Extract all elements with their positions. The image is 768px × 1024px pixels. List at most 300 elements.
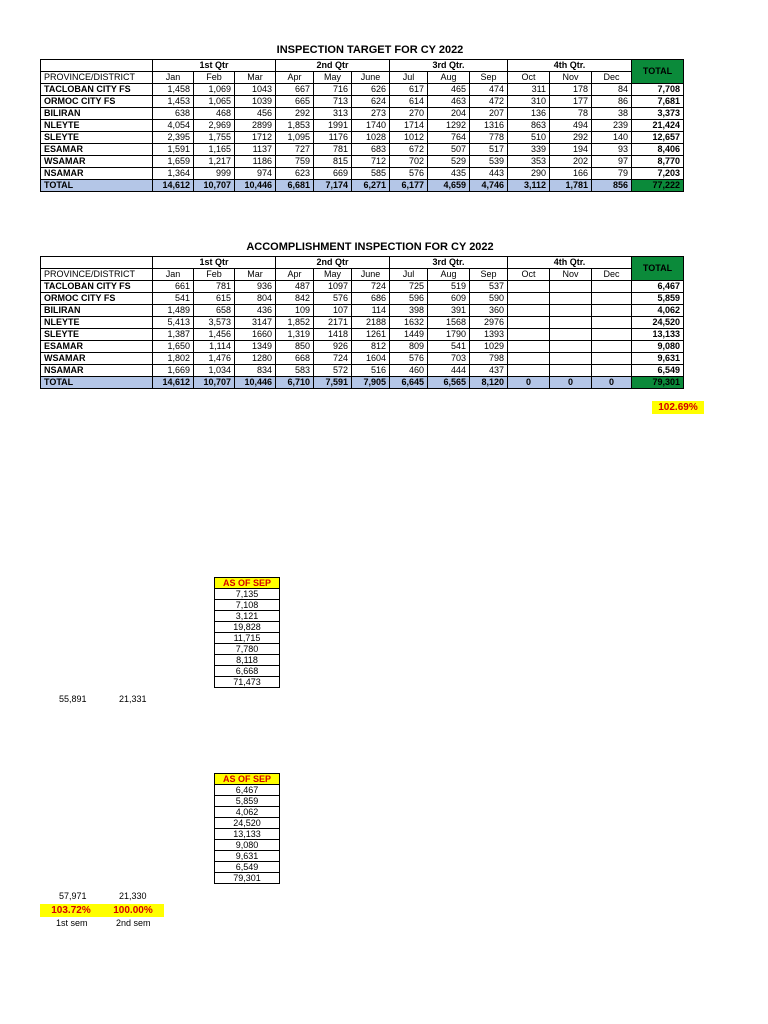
- cell: 474: [470, 84, 508, 96]
- cell: 84: [592, 84, 632, 96]
- month-header: Apr: [276, 72, 314, 84]
- as-of-sep-header: AS OF SEP: [215, 774, 280, 785]
- cell: 353: [508, 156, 550, 168]
- row-label: NSAMAR: [41, 365, 153, 377]
- cell: 290: [508, 168, 550, 180]
- month-header: June: [352, 269, 390, 281]
- cell: 703: [428, 353, 470, 365]
- list-item: [215, 785, 280, 796]
- cell: 436: [235, 305, 276, 317]
- row-label: ORMOC CITY FS: [41, 96, 153, 108]
- cell: 1712: [235, 132, 276, 144]
- list-item: [215, 840, 280, 851]
- quarter-header-row: [41, 257, 684, 269]
- cell: [592, 293, 632, 305]
- table-row: [41, 365, 684, 377]
- cell: [592, 365, 632, 377]
- cell: 519: [428, 281, 470, 293]
- cell: 177: [550, 96, 592, 108]
- list-value: 6,668: [215, 666, 280, 677]
- cell: 850: [276, 341, 314, 353]
- row-label: BILIRAN: [41, 108, 153, 120]
- row-total: 12,657: [632, 132, 684, 144]
- cell: 38: [592, 108, 632, 120]
- list-value: 11,715: [215, 633, 280, 644]
- accomplishment-table: [40, 256, 684, 389]
- row-label: WSAMAR: [41, 156, 153, 168]
- cell: 638: [153, 108, 194, 120]
- cell: 809: [390, 341, 428, 353]
- cell: 202: [550, 156, 592, 168]
- cell: 1632: [390, 317, 428, 329]
- sem-target-second: 21,331: [119, 694, 147, 704]
- cell: 804: [235, 293, 276, 305]
- cell: 815: [314, 156, 352, 168]
- row-label: TACLOBAN CITY FS: [41, 281, 153, 293]
- cell: 136: [508, 108, 550, 120]
- cell: 1186: [235, 156, 276, 168]
- cell: [550, 305, 592, 317]
- cell: 2899: [235, 120, 276, 132]
- cell: [550, 281, 592, 293]
- cell: 1316: [470, 120, 508, 132]
- month-header: Apr: [276, 269, 314, 281]
- cell: 10,707: [194, 180, 235, 192]
- cell: 764: [428, 132, 470, 144]
- cell: 712: [352, 156, 390, 168]
- list-value: 4,062: [215, 807, 280, 818]
- list-item: [215, 829, 280, 840]
- cell: 86: [592, 96, 632, 108]
- row-label: BILIRAN: [41, 305, 153, 317]
- month-header: May: [314, 269, 352, 281]
- target-table: [40, 59, 684, 192]
- accomplishment-total-row: [41, 377, 684, 389]
- list-value: 6,467: [215, 785, 280, 796]
- cell: 863: [508, 120, 550, 132]
- cell: 207: [470, 108, 508, 120]
- cell: 79: [592, 168, 632, 180]
- cell: [592, 353, 632, 365]
- cell: 1991: [314, 120, 352, 132]
- list-value: 24,520: [215, 818, 280, 829]
- cell: [550, 365, 592, 377]
- cell: 716: [314, 84, 352, 96]
- quarter-3-header: 3rd Qtr.: [390, 257, 508, 269]
- cell: 1176: [314, 132, 352, 144]
- as-of-sep-body-2: [215, 785, 280, 884]
- table-row: [41, 341, 684, 353]
- list-item: [215, 677, 280, 688]
- row-label: NSAMAR: [41, 168, 153, 180]
- cell: 1349: [235, 341, 276, 353]
- month-header: Feb: [194, 72, 235, 84]
- cell: 661: [153, 281, 194, 293]
- month-header: Jul: [390, 269, 428, 281]
- row-total: 6,549: [632, 365, 684, 377]
- month-header: Aug: [428, 269, 470, 281]
- cell: [550, 317, 592, 329]
- total-header: TOTAL: [632, 257, 684, 281]
- table-row: [41, 329, 684, 341]
- cell: 7,905: [352, 377, 390, 389]
- month-header-row: [41, 269, 684, 281]
- row-total: 13,133: [632, 329, 684, 341]
- row-label: TOTAL: [41, 180, 153, 192]
- cell: 667: [276, 84, 314, 96]
- row-total: 4,062: [632, 305, 684, 317]
- cell: 1,591: [153, 144, 194, 156]
- cell: 3,112: [508, 180, 550, 192]
- cell: 7,174: [314, 180, 352, 192]
- sem-accomplishment-first: 57,971: [59, 891, 87, 901]
- cell: 311: [508, 84, 550, 96]
- cell: 443: [470, 168, 508, 180]
- quarter-3-header: 3rd Qtr.: [390, 60, 508, 72]
- list-value: 8,118: [215, 655, 280, 666]
- cell: 507: [428, 144, 470, 156]
- cell: 6,710: [276, 377, 314, 389]
- sem-label-second: 2nd sem: [116, 918, 151, 928]
- cell: 725: [390, 281, 428, 293]
- province-district-header: PROVINCE/DISTRICT: [41, 269, 153, 281]
- row-total: 8,406: [632, 144, 684, 156]
- cell: 437: [470, 365, 508, 377]
- cell: 3,573: [194, 317, 235, 329]
- cell: 465: [428, 84, 470, 96]
- cell: 1,165: [194, 144, 235, 156]
- grand-total-cell: 79,301: [632, 377, 684, 389]
- month-header: May: [314, 72, 352, 84]
- cell: 494: [550, 120, 592, 132]
- table-row: [41, 305, 684, 317]
- cell: [550, 293, 592, 305]
- cell: 2171: [314, 317, 352, 329]
- cell: 468: [194, 108, 235, 120]
- cell: 6,177: [390, 180, 428, 192]
- cell: 398: [390, 305, 428, 317]
- cell: 1043: [235, 84, 276, 96]
- quarter-1-header: 1st Qtr: [153, 257, 276, 269]
- cell: 313: [314, 108, 352, 120]
- table-row: [41, 144, 684, 156]
- list-item: [215, 655, 280, 666]
- quarter-1-header: 1st Qtr: [153, 60, 276, 72]
- cell: 1,458: [153, 84, 194, 96]
- list-value: 71,473: [215, 677, 280, 688]
- list-value: 9,080: [215, 840, 280, 851]
- cell: 1,659: [153, 156, 194, 168]
- cell: 107: [314, 305, 352, 317]
- cell: [592, 317, 632, 329]
- cell: 1280: [235, 353, 276, 365]
- sem-label-first: 1st sem: [56, 918, 88, 928]
- list-value: 79,301: [215, 873, 280, 884]
- month-header-row: [41, 72, 684, 84]
- cell: 1097: [314, 281, 352, 293]
- cell: 576: [390, 168, 428, 180]
- list-item: [215, 600, 280, 611]
- cell: 1,476: [194, 353, 235, 365]
- cell: 8,120: [470, 377, 508, 389]
- row-label: ORMOC CITY FS: [41, 293, 153, 305]
- quarter-4-header: 4th Qtr.: [508, 60, 632, 72]
- cell: 1,650: [153, 341, 194, 353]
- table-row: [41, 84, 684, 96]
- cell: 624: [352, 96, 390, 108]
- cell: 0: [508, 377, 550, 389]
- cell: 456: [235, 108, 276, 120]
- month-header: Jan: [153, 269, 194, 281]
- cell: 669: [314, 168, 352, 180]
- cell: 487: [276, 281, 314, 293]
- month-header: Sep: [470, 269, 508, 281]
- cell: [550, 329, 592, 341]
- total-header: TOTAL: [632, 60, 684, 84]
- cell: 1,095: [276, 132, 314, 144]
- cell: 1,364: [153, 168, 194, 180]
- cell: [508, 341, 550, 353]
- row-total: 7,203: [632, 168, 684, 180]
- target-total-row: [41, 180, 684, 192]
- cell: 1028: [352, 132, 390, 144]
- cell: 6,645: [390, 377, 428, 389]
- cell: 936: [235, 281, 276, 293]
- list-item: [215, 611, 280, 622]
- cell: 6,681: [276, 180, 314, 192]
- cell: 1449: [390, 329, 428, 341]
- cell: 14,612: [153, 377, 194, 389]
- list-item: [215, 622, 280, 633]
- cell: 999: [194, 168, 235, 180]
- cell: 583: [276, 365, 314, 377]
- list-item: [215, 589, 280, 600]
- cell: 2,969: [194, 120, 235, 132]
- cell: 576: [390, 353, 428, 365]
- quarter-header-row: [41, 60, 684, 72]
- quarter-2-header: 2nd Qtr: [276, 257, 390, 269]
- cell: [550, 353, 592, 365]
- cell: 1,852: [276, 317, 314, 329]
- cell: 114: [352, 305, 390, 317]
- cell: 4,746: [470, 180, 508, 192]
- cell: [508, 293, 550, 305]
- cell: 1714: [390, 120, 428, 132]
- cell: 1137: [235, 144, 276, 156]
- cell: 0: [550, 377, 592, 389]
- cell: 596: [390, 293, 428, 305]
- cell: 1,114: [194, 341, 235, 353]
- cell: 590: [470, 293, 508, 305]
- cell: 713: [314, 96, 352, 108]
- row-label: WSAMAR: [41, 353, 153, 365]
- cell: 1,489: [153, 305, 194, 317]
- target-title: INSPECTION TARGET FOR CY 2022: [276, 44, 464, 56]
- cell: 539: [470, 156, 508, 168]
- month-header: Mar: [235, 269, 276, 281]
- row-total: 24,520: [632, 317, 684, 329]
- cell: 614: [390, 96, 428, 108]
- cell: 435: [428, 168, 470, 180]
- cell: 576: [314, 293, 352, 305]
- row-total: 8,770: [632, 156, 684, 168]
- cell: [508, 317, 550, 329]
- cell: 1604: [352, 353, 390, 365]
- cell: 1,755: [194, 132, 235, 144]
- cell: 472: [470, 96, 508, 108]
- cell: 97: [592, 156, 632, 168]
- cell: 781: [314, 144, 352, 156]
- cell: 1261: [352, 329, 390, 341]
- list-value: 5,859: [215, 796, 280, 807]
- cell: 668: [276, 353, 314, 365]
- cell: 10,707: [194, 377, 235, 389]
- cell: [592, 305, 632, 317]
- table-row: [41, 317, 684, 329]
- cell: 724: [314, 353, 352, 365]
- sem-accomplishment-second: 21,330: [119, 891, 147, 901]
- cell: 1,453: [153, 96, 194, 108]
- cell: 1012: [390, 132, 428, 144]
- list-item: [215, 818, 280, 829]
- cell: 537: [470, 281, 508, 293]
- row-label: TOTAL: [41, 377, 153, 389]
- cell: 686: [352, 293, 390, 305]
- cell: 617: [390, 84, 428, 96]
- cell: 529: [428, 156, 470, 168]
- row-total: 7,708: [632, 84, 684, 96]
- cell: 516: [352, 365, 390, 377]
- cell: 273: [352, 108, 390, 120]
- cell: 460: [390, 365, 428, 377]
- cell: 1790: [428, 329, 470, 341]
- cell: 702: [390, 156, 428, 168]
- cell: 974: [235, 168, 276, 180]
- cell: 1,217: [194, 156, 235, 168]
- cell: 140: [592, 132, 632, 144]
- cell: [508, 329, 550, 341]
- cell: 1,781: [550, 180, 592, 192]
- list-value: 19,828: [215, 622, 280, 633]
- accomplishment-body: [41, 281, 684, 377]
- list-item: [215, 666, 280, 677]
- cell: 1568: [428, 317, 470, 329]
- cell: 727: [276, 144, 314, 156]
- cell: 798: [470, 353, 508, 365]
- as-of-sep-header: AS OF SEP: [215, 578, 280, 589]
- row-total: 9,631: [632, 353, 684, 365]
- cell: 778: [470, 132, 508, 144]
- cell: 1292: [428, 120, 470, 132]
- cell: 310: [508, 96, 550, 108]
- table-row: [41, 120, 684, 132]
- cell: 926: [314, 341, 352, 353]
- list-value: 13,133: [215, 829, 280, 840]
- cell: [508, 305, 550, 317]
- month-header: Sep: [470, 72, 508, 84]
- cell: 1393: [470, 329, 508, 341]
- row-label: ESAMAR: [41, 144, 153, 156]
- cell: 812: [352, 341, 390, 353]
- cell: 1,853: [276, 120, 314, 132]
- cell: 1,319: [276, 329, 314, 341]
- list-item: [215, 862, 280, 873]
- row-total: 21,424: [632, 120, 684, 132]
- cell: [592, 341, 632, 353]
- cell: [508, 353, 550, 365]
- cell: 856: [592, 180, 632, 192]
- table-row: [41, 132, 684, 144]
- cell: 626: [352, 84, 390, 96]
- cell: 1,387: [153, 329, 194, 341]
- target-body: [41, 84, 684, 180]
- row-label: NLEYTE: [41, 317, 153, 329]
- cell: 1039: [235, 96, 276, 108]
- cell: 444: [428, 365, 470, 377]
- cell: 204: [428, 108, 470, 120]
- cell: 10,446: [235, 180, 276, 192]
- list-value: 7,135: [215, 589, 280, 600]
- cell: 572: [314, 365, 352, 377]
- sem-percent-first: 103.72%: [40, 904, 102, 917]
- as-of-sep-table-2: [214, 773, 280, 884]
- cell: 1,456: [194, 329, 235, 341]
- cell: 541: [428, 341, 470, 353]
- sem-percent-second: 100.00%: [102, 904, 164, 917]
- table-row: [41, 96, 684, 108]
- cell: 1029: [470, 341, 508, 353]
- row-label: ESAMAR: [41, 341, 153, 353]
- row-total: 6,467: [632, 281, 684, 293]
- cell: [592, 329, 632, 341]
- list-value: 6,549: [215, 862, 280, 873]
- cell: 781: [194, 281, 235, 293]
- list-item: [215, 633, 280, 644]
- cell: 7,591: [314, 377, 352, 389]
- month-header: June: [352, 72, 390, 84]
- row-total: 3,373: [632, 108, 684, 120]
- row-total: 9,080: [632, 341, 684, 353]
- row-total: 5,859: [632, 293, 684, 305]
- cell: 93: [592, 144, 632, 156]
- cell: 270: [390, 108, 428, 120]
- cell: 724: [352, 281, 390, 293]
- list-item: [215, 851, 280, 862]
- cell: 615: [194, 293, 235, 305]
- list-item: [215, 796, 280, 807]
- cell: 3147: [235, 317, 276, 329]
- cell: 360: [470, 305, 508, 317]
- cell: 517: [470, 144, 508, 156]
- cell: 1740: [352, 120, 390, 132]
- cell: [550, 341, 592, 353]
- table-row: [41, 281, 684, 293]
- accomplishment-percent: 102.69%: [652, 401, 704, 414]
- quarter-4-header: 4th Qtr.: [508, 257, 632, 269]
- cell: 658: [194, 305, 235, 317]
- month-header: Jan: [153, 72, 194, 84]
- cell: 463: [428, 96, 470, 108]
- cell: [508, 281, 550, 293]
- sem-target-first: 55,891: [59, 694, 87, 704]
- cell: 842: [276, 293, 314, 305]
- cell: 178: [550, 84, 592, 96]
- quarter-2-header: 2nd Qtr: [276, 60, 390, 72]
- cell: 1,034: [194, 365, 235, 377]
- cell: 2,395: [153, 132, 194, 144]
- province-district-header: PROVINCE/DISTRICT: [41, 72, 153, 84]
- table-row: [41, 156, 684, 168]
